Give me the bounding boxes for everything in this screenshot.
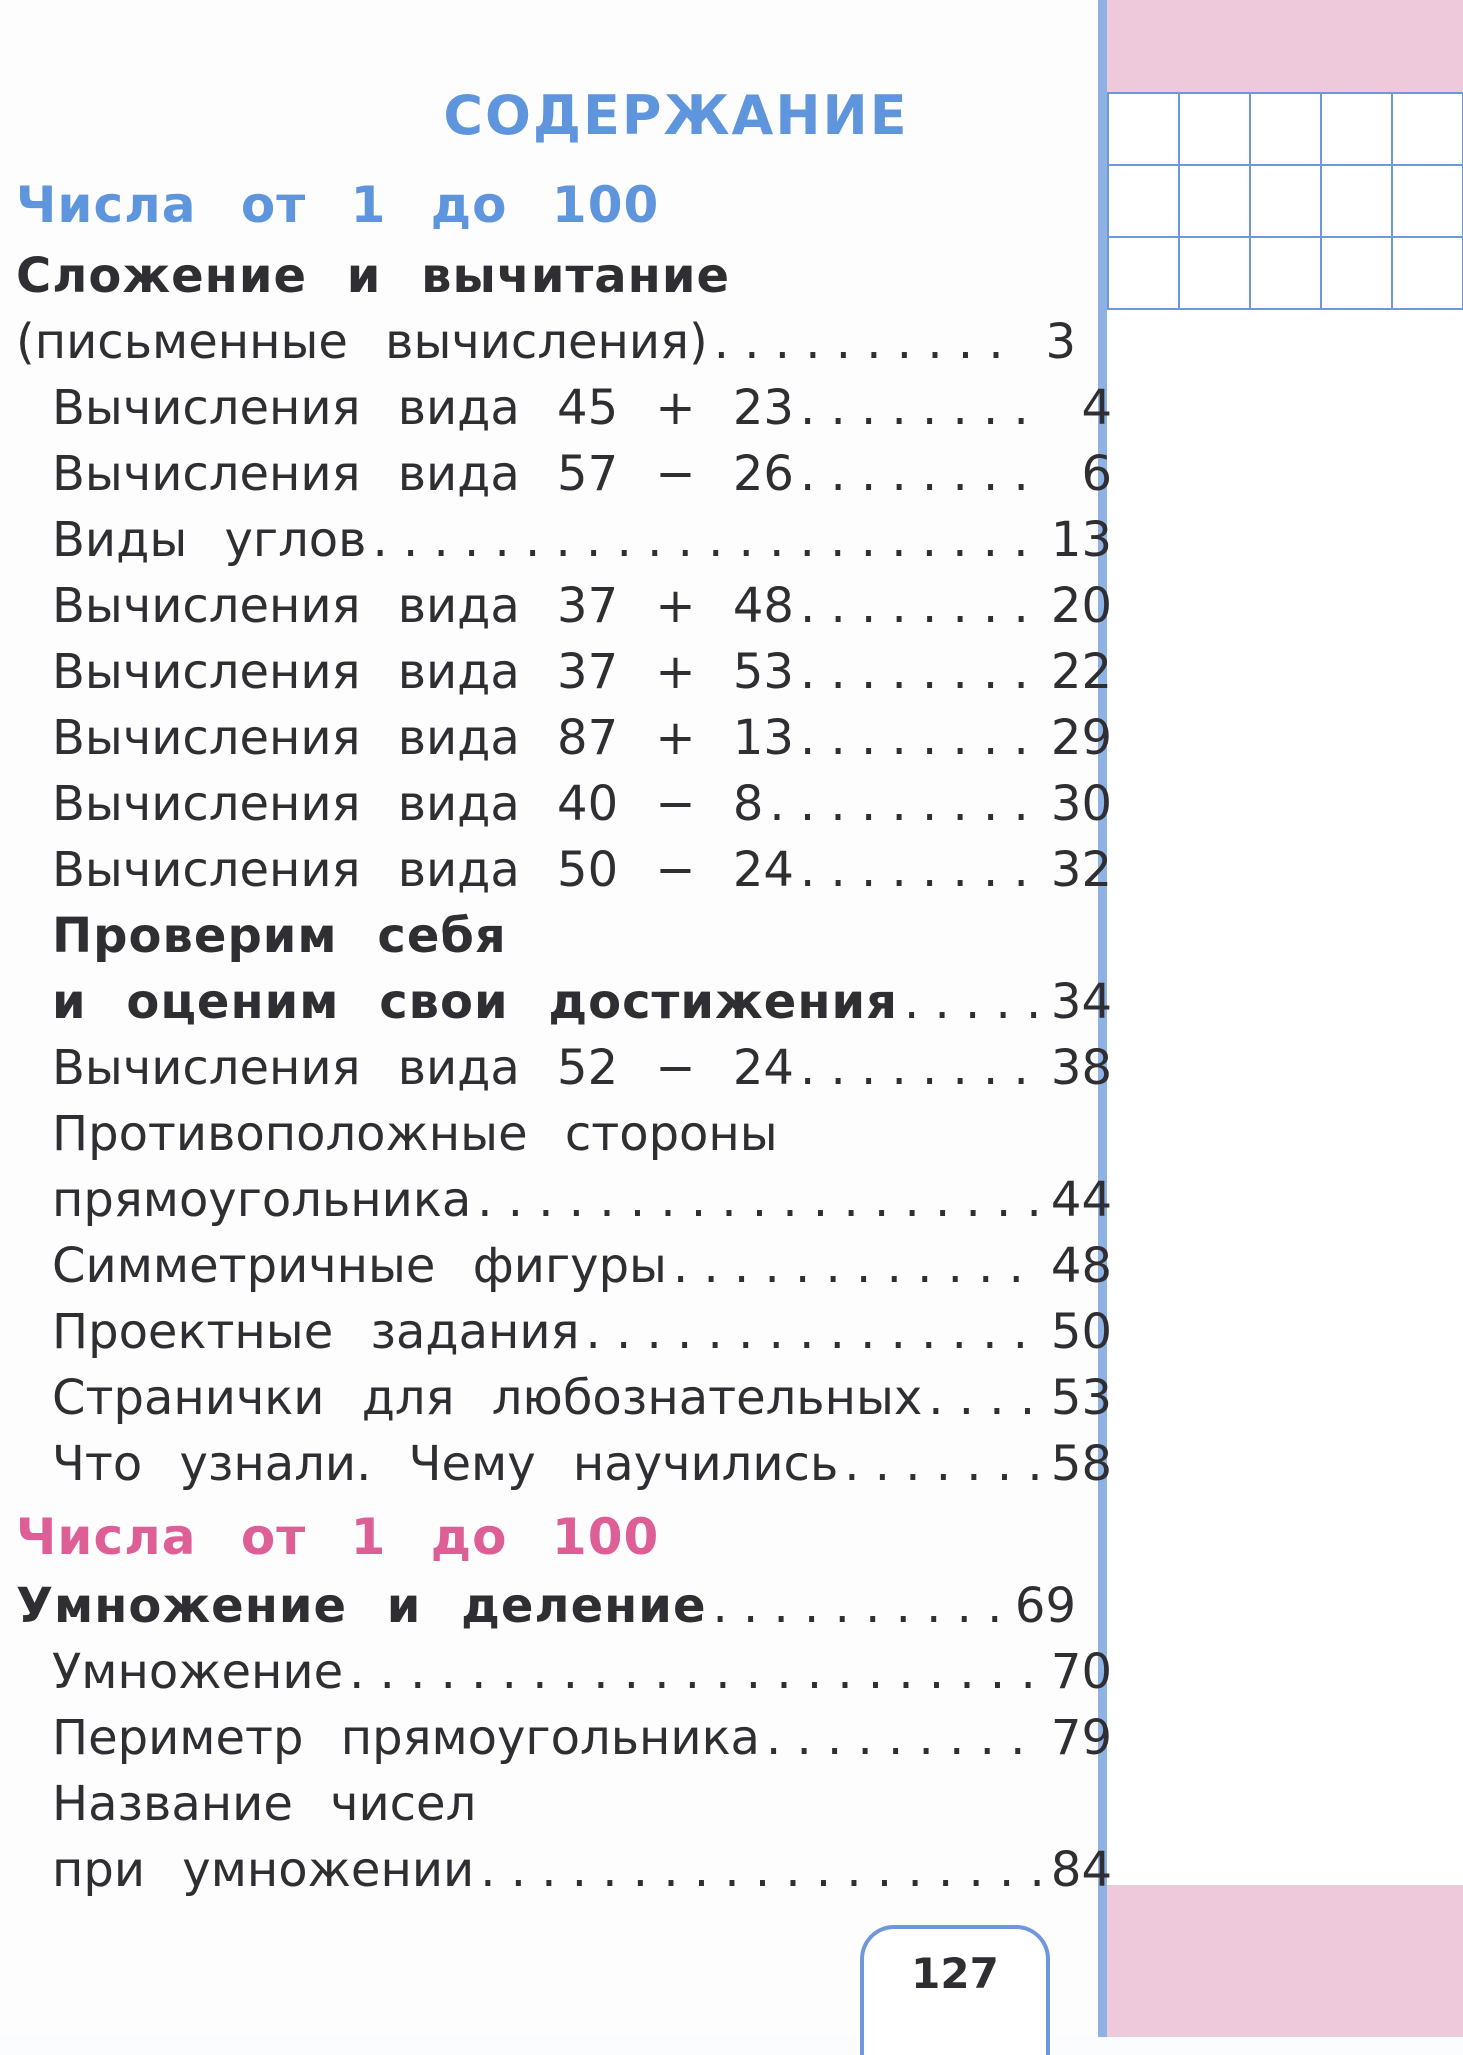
- toc-entry: [0, 1772, 1112, 1836]
- toc-dot-leader: [844, 1432, 1041, 1496]
- toc-entry-label: Виды углов: [52, 512, 367, 568]
- toc-entry-page: 29: [1050, 710, 1112, 766]
- grid-box: [1107, 92, 1463, 310]
- toc-entry-page: 48: [1050, 1238, 1112, 1294]
- toc-dot-leader: [713, 1574, 1005, 1638]
- toc-entry-label: Симметричные фигуры: [52, 1238, 667, 1294]
- toc-dot-leader: [928, 1366, 1041, 1430]
- toc-entry: [0, 1366, 1112, 1430]
- toc-dot-leader: [800, 574, 1041, 638]
- toc-entry: [0, 1102, 1112, 1166]
- toc-entry-label: при умножении: [52, 1842, 475, 1898]
- toc-entry-page: 3: [1045, 314, 1076, 370]
- toc-entry-label: Вычисления вида 57 − 26: [52, 446, 794, 502]
- toc-entry-label: Вычисления вида 50 − 24: [52, 842, 794, 898]
- pink-band-top: [1107, 0, 1463, 92]
- toc-entry: [0, 1168, 1112, 1232]
- toc-entry-page: 13: [1050, 512, 1112, 568]
- toc-entry-label: Проверим себя: [52, 908, 507, 964]
- toc-entry: [0, 706, 1112, 770]
- toc-entry-label: Вычисления вида 87 + 13: [52, 710, 794, 766]
- toc-entry-label: Умножение: [52, 1644, 344, 1700]
- toc-entry-page: 50: [1050, 1304, 1112, 1360]
- toc-entry: [0, 1574, 1076, 1638]
- toc-entry-label: Странички для любознательных: [52, 1370, 923, 1426]
- toc-entry-page: 53: [1050, 1370, 1112, 1426]
- toc-entry-label: Вычисления вида 45 + 23: [52, 380, 794, 436]
- page-title: СОДЕРЖАНИЕ: [443, 84, 909, 147]
- toc-entry-label: Периметр прямоугольника: [52, 1710, 760, 1766]
- toc-entry: [0, 838, 1112, 902]
- toc-entry: [0, 1300, 1112, 1364]
- toc-entry-page: 22: [1050, 644, 1112, 700]
- toc-entry-page: 70: [1050, 1644, 1112, 1700]
- toc-entry: [0, 904, 1112, 968]
- toc-entry-label: Вычисления вида 52 − 24: [52, 1040, 794, 1096]
- toc-entry-page: 34: [1050, 974, 1112, 1030]
- toc-dot-leader: [800, 838, 1041, 902]
- toc-entry-page: 44: [1050, 1172, 1112, 1228]
- toc-dot-leader: [714, 310, 1006, 374]
- toc-entry-page: 69: [1014, 1578, 1076, 1634]
- toc-entry-label: прямоугольника: [52, 1172, 472, 1228]
- toc-entry-label: Вычисления вида 37 + 53: [52, 644, 794, 700]
- toc-entry-label: Противоположные стороны: [52, 1106, 778, 1162]
- toc-entry: [0, 1838, 1112, 1902]
- toc-entry-page: 84: [1050, 1842, 1112, 1898]
- toc-entry-label: Что узнали. Чему научились: [52, 1436, 839, 1492]
- toc-entry-label: Сложение и вычитание: [16, 248, 731, 304]
- toc-entry: [0, 970, 1112, 1034]
- toc-entry: [0, 1432, 1112, 1496]
- toc-entry: [0, 640, 1112, 704]
- page-number: 127: [911, 1949, 999, 1998]
- toc-entry: [0, 1706, 1112, 1770]
- toc-dot-leader: [477, 1168, 1041, 1232]
- toc-dot-leader: [800, 442, 1042, 506]
- toc-entry-page: 6: [1081, 446, 1112, 502]
- toc-dot-leader: [800, 1036, 1041, 1100]
- toc-entry: [0, 1036, 1112, 1100]
- page-number-badge: [860, 1925, 1050, 2055]
- toc-dot-leader: [349, 1640, 1041, 1704]
- toc-entry: [0, 442, 1112, 506]
- toc-dot-leader: [673, 1234, 1041, 1298]
- pink-band-bottom: [1107, 1885, 1463, 2037]
- toc-entry-label: Вычисления вида 40 − 8: [52, 776, 764, 832]
- toc-entry-label: Вычисления вида 37 + 48: [52, 578, 794, 634]
- toc-entry-page: 30: [1050, 776, 1112, 832]
- toc-entry-label: Название чисел: [52, 1776, 477, 1832]
- toc-entry-page: 58: [1050, 1436, 1112, 1492]
- toc-entry: [0, 1234, 1112, 1298]
- toc-entry-label: Проектные задания: [52, 1304, 580, 1360]
- section-heading-2: Числа от 1 до 100: [16, 1508, 660, 1566]
- toc-entry: [0, 574, 1112, 638]
- toc-entry-page: 79: [1050, 1710, 1112, 1766]
- toc-dot-leader: [585, 1300, 1040, 1364]
- toc-dot-leader: [904, 970, 1041, 1034]
- toc-entry-page: 4: [1081, 380, 1112, 436]
- toc-entry: [0, 310, 1076, 374]
- toc-entry: [0, 244, 1076, 308]
- toc-entry-page: 32: [1050, 842, 1112, 898]
- toc-entry: [0, 1640, 1112, 1704]
- toc-entry-label: и оценим свои достижения: [52, 974, 898, 1030]
- toc-entry-page: 20: [1050, 578, 1112, 634]
- toc-entry: [0, 508, 1112, 572]
- toc-dot-leader: [480, 1838, 1041, 1902]
- toc-dot-leader: [769, 772, 1041, 836]
- toc-dot-leader: [800, 706, 1041, 770]
- toc-dot-leader: [766, 1706, 1041, 1770]
- toc-entry-label: Умножение и деление: [16, 1578, 707, 1634]
- toc-entry: [0, 376, 1112, 440]
- toc-dot-leader: [800, 640, 1041, 704]
- toc-entry: [0, 772, 1112, 836]
- toc-entry-label: (письменные вычисления): [16, 314, 708, 370]
- toc-dot-leader: [800, 376, 1042, 440]
- section-heading-1: Числа от 1 до 100: [16, 176, 660, 234]
- toc-entry-page: 38: [1050, 1040, 1112, 1096]
- toc-dot-leader: [372, 508, 1040, 572]
